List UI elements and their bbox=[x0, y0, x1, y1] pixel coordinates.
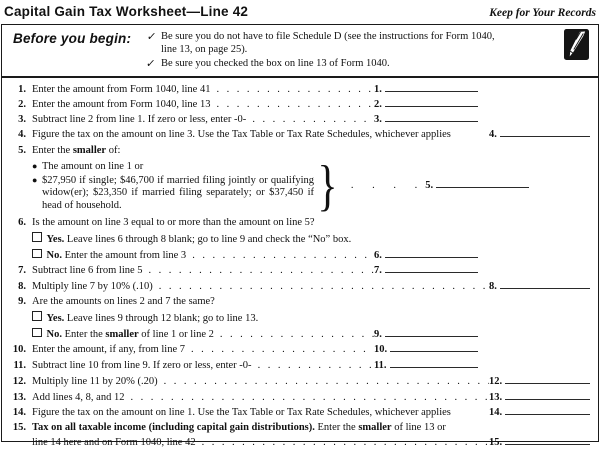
worksheet-line-6 bbox=[6, 217, 590, 230]
line-7-number: 7. bbox=[18, 265, 26, 277]
check-icon: ✓ bbox=[146, 31, 157, 43]
line-2-entry-label: 2. bbox=[374, 98, 382, 110]
line-8-text: Multiply line 7 by 10% (.10) bbox=[32, 280, 153, 292]
line-8-entry-label: 8. bbox=[489, 280, 497, 292]
line-6-yes-checkbox[interactable] bbox=[32, 232, 42, 242]
dot-leader bbox=[343, 180, 425, 193]
line-6-question: Is the amount on line 3 equal to or more than the amount on line 5? bbox=[32, 216, 315, 228]
worksheet-line-2 bbox=[6, 99, 590, 112]
dot-leader bbox=[185, 344, 374, 357]
line-9-question: Are the amounts on lines 2 and 7 the same? bbox=[32, 295, 215, 307]
line-9-number: 9. bbox=[18, 295, 26, 307]
line-14-entry-label: 14. bbox=[489, 406, 503, 418]
worksheet-line-3 bbox=[6, 114, 590, 127]
line-10-number: 10. bbox=[12, 344, 26, 356]
line-12-entry-label: 12. bbox=[489, 376, 503, 388]
line-3-entry bbox=[374, 114, 478, 127]
before-item-2-text: Be sure you checked the box on line 13 of Form 1040. bbox=[161, 58, 390, 70]
line-6-entry bbox=[374, 250, 478, 263]
line-7-entry-label: 7. bbox=[374, 265, 382, 277]
line-12-text: Multiply line 11 by 20% (.20) bbox=[32, 376, 158, 388]
line-5-bullet-1 bbox=[32, 160, 314, 174]
line-11-text: Subtract line 10 from line 9. If zero or less, enter -0- bbox=[32, 359, 252, 371]
line-12-amount-field[interactable] bbox=[505, 381, 590, 384]
worksheet-line-1 bbox=[6, 84, 590, 97]
line-5-text: Enter the smaller of: bbox=[32, 144, 121, 156]
line-8-number: 8. bbox=[18, 280, 26, 292]
line-9-no-checkbox[interactable] bbox=[32, 328, 42, 338]
line-6-no-checkbox[interactable] bbox=[32, 249, 42, 259]
before-item-1 bbox=[146, 31, 518, 56]
line-14-entry bbox=[489, 407, 590, 420]
line-9-no-row bbox=[6, 328, 590, 342]
line-4-number: 4. bbox=[18, 129, 26, 141]
line-4-entry-label: 4. bbox=[489, 129, 497, 141]
line-5-amount-field[interactable] bbox=[436, 185, 529, 188]
line-1-text: Enter the amount from Form 1040, line 41 bbox=[32, 83, 211, 95]
dot-leader bbox=[210, 99, 374, 112]
dot-leader bbox=[246, 114, 374, 127]
line-15-number: 15. bbox=[12, 421, 26, 433]
before-item-2 bbox=[146, 58, 518, 71]
line-5-bullet-list bbox=[32, 160, 314, 213]
line-1-amount-field[interactable] bbox=[385, 89, 478, 92]
brace-icon: } bbox=[317, 155, 338, 218]
line-5-bullet-2 bbox=[32, 174, 314, 213]
before-item-1-text: Be sure you do not have to file Schedule D (see the instructions for Form 1040, line 13, on page 25). bbox=[161, 31, 495, 55]
dot-leader bbox=[214, 329, 374, 342]
line-9-yes-row bbox=[6, 311, 590, 325]
line-12-number: 12. bbox=[12, 376, 26, 388]
line-6-yes-row bbox=[6, 232, 590, 246]
before-you-begin-list bbox=[146, 31, 518, 73]
line-5-options-block bbox=[6, 155, 590, 218]
line-4-amount-field[interactable] bbox=[500, 134, 590, 137]
line-15-text: Tax on all taxable income (including capital gain distributions). Enter the smaller of line 13 or bbox=[32, 421, 446, 433]
worksheet-line-8 bbox=[6, 281, 590, 294]
dot-leader bbox=[210, 84, 374, 97]
dot-leader bbox=[186, 250, 374, 263]
dot-leader bbox=[158, 376, 489, 389]
worksheet-line-7 bbox=[6, 265, 590, 278]
line-10-entry-label: 10. bbox=[374, 344, 388, 356]
line-11-amount-field[interactable] bbox=[390, 365, 478, 368]
dot-leader bbox=[143, 265, 374, 278]
line-6-entry-label: 6. bbox=[374, 250, 382, 262]
dot-leader bbox=[153, 281, 489, 294]
line-2-number: 2. bbox=[18, 98, 26, 110]
line-14-text: Figure the tax on the amount on line 1. Use the Tax Table or Tax Rate Schedules, whichever applies bbox=[32, 406, 451, 418]
line-9-yes-text: Yes. Leave lines 9 through 12 blank; go to line 13. bbox=[46, 312, 259, 324]
line-7-amount-field[interactable] bbox=[385, 270, 478, 273]
line-8-entry bbox=[489, 281, 590, 294]
line-7-text: Subtract line 6 from line 5 bbox=[32, 265, 143, 277]
worksheet-box bbox=[1, 24, 599, 449]
line-13-amount-field[interactable] bbox=[505, 397, 590, 400]
line-15-entry-label: 15. bbox=[489, 437, 503, 449]
worksheet-line-13 bbox=[6, 392, 590, 405]
worksheet-line-15 bbox=[6, 422, 590, 435]
line-3-number: 3. bbox=[18, 114, 26, 126]
line-11-number: 11. bbox=[13, 359, 26, 371]
worksheet-line-11 bbox=[6, 360, 590, 373]
line-2-entry bbox=[374, 99, 478, 112]
line-2-text: Enter the amount from Form 1040, line 13 bbox=[32, 98, 211, 110]
line-9-entry bbox=[374, 329, 478, 342]
dot-leader bbox=[252, 360, 374, 373]
line-15-text-2: line 14 here and on Form 1040, line 42 bbox=[32, 437, 196, 449]
line-9-entry-label: 9. bbox=[374, 329, 382, 341]
line-6-no-text: No. Enter the amount from line 3 bbox=[46, 250, 187, 262]
bullet-icon: ● bbox=[32, 174, 38, 185]
line-4-text: Figure the tax on the amount on line 3. Use the Tax Table or Tax Rate Schedules, whichever applies bbox=[32, 129, 451, 141]
worksheet-line-10 bbox=[6, 344, 590, 357]
line-5-number: 5. bbox=[18, 144, 26, 156]
line-3-amount-field[interactable] bbox=[385, 119, 478, 122]
worksheet-line-9 bbox=[6, 296, 590, 309]
line-9-yes-checkbox[interactable] bbox=[32, 311, 42, 321]
line-3-entry-label: 3. bbox=[374, 114, 382, 126]
line-13-text: Add lines 4, 8, and 12 bbox=[32, 391, 125, 403]
line-14-number: 14. bbox=[12, 406, 26, 418]
before-you-begin-section bbox=[2, 25, 598, 76]
page-title: Capital Gain Tax Worksheet—Line 42 bbox=[4, 4, 249, 19]
line-5-bullet-1-text: The amount on line 1 or bbox=[42, 160, 144, 172]
line-6-no-row bbox=[6, 249, 590, 263]
line-10-entry bbox=[374, 344, 478, 357]
line-2-amount-field[interactable] bbox=[385, 104, 478, 107]
line-4-entry bbox=[489, 129, 590, 142]
line-10-amount-field[interactable] bbox=[390, 349, 478, 352]
pencil-icon bbox=[564, 29, 589, 65]
line-1-entry-label: 1. bbox=[374, 83, 382, 95]
line-12-entry bbox=[489, 376, 590, 389]
line-1-number: 1. bbox=[18, 83, 26, 95]
line-6-amount-field[interactable] bbox=[385, 255, 478, 258]
line-9-no-text: No. Enter the smaller of line 1 or line 2 bbox=[46, 329, 214, 341]
line-9-amount-field[interactable] bbox=[385, 334, 478, 337]
page-header bbox=[1, 0, 599, 22]
line-11-entry-label: 11. bbox=[374, 359, 387, 371]
line-1-entry bbox=[374, 84, 478, 97]
worksheet-line-5 bbox=[6, 145, 590, 158]
line-11-entry bbox=[374, 360, 478, 373]
line-6-number: 6. bbox=[18, 216, 26, 228]
line-6-yes-text: Yes. Leave lines 6 through 8 blank; go to line 9 and check the “No” box. bbox=[46, 233, 352, 245]
line-3-text: Subtract line 2 from line 1. If zero or less, enter -0- bbox=[32, 114, 247, 126]
keep-for-records-label: Keep for Your Records bbox=[489, 7, 596, 19]
line-13-number: 13. bbox=[12, 391, 26, 403]
worksheet-line-4 bbox=[6, 129, 590, 142]
line-5-entry-label: 5. bbox=[425, 179, 434, 191]
worksheet-lines bbox=[2, 78, 598, 450]
line-13-entry bbox=[489, 392, 590, 405]
worksheet-line-14 bbox=[6, 407, 590, 420]
check-icon: ✓ bbox=[145, 58, 157, 71]
line-13-entry-label: 13. bbox=[489, 391, 503, 403]
line-7-entry bbox=[374, 265, 478, 278]
dot-leader bbox=[124, 392, 489, 405]
line-5-entry bbox=[425, 180, 529, 193]
bullet-icon: ● bbox=[32, 160, 38, 171]
worksheet-line-12 bbox=[6, 376, 590, 389]
before-you-begin-label: Before you begin: bbox=[13, 31, 132, 46]
line-5-bullet-2-text: $27,950 if single; $46,700 if married filing jointly or qualifying widow(er); $23,350 if married filing separately; or $37,450 if head of household. bbox=[42, 174, 314, 212]
line-14-amount-field[interactable] bbox=[505, 412, 590, 415]
line-10-text: Enter the amount, if any, from line 7 bbox=[32, 344, 185, 356]
line-8-amount-field[interactable] bbox=[500, 286, 590, 289]
